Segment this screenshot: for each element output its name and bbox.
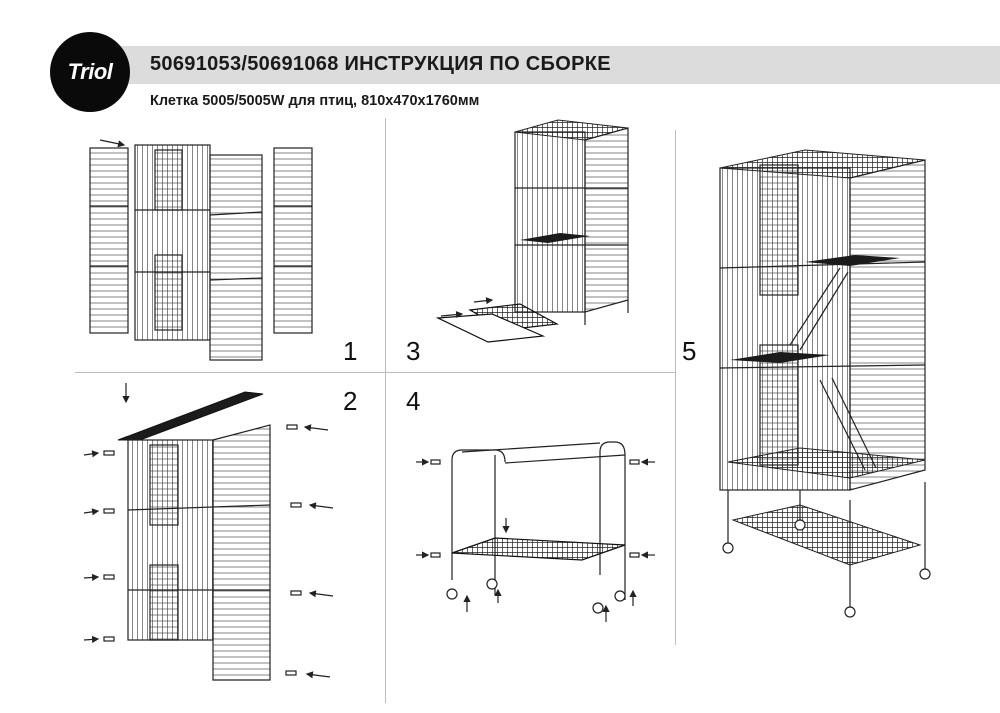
logo-text: Triol [67, 59, 113, 84]
step-number-1: 1 [343, 336, 358, 366]
step-2-cage-body [128, 425, 270, 680]
step-1-illustration [90, 140, 312, 360]
step-1-side-panel-left [90, 148, 128, 333]
step-number-2: 2 [343, 386, 358, 416]
step-number-4: 4 [406, 386, 421, 416]
step-number-5: 5 [682, 336, 697, 366]
step-5-illustration [720, 150, 930, 617]
step-2-illustration [84, 383, 333, 680]
document-subtitle: Клетка 5005/5005W для птиц, 810x470x1760мм [150, 93, 480, 109]
step-1-side-panel-right [274, 148, 312, 333]
step-4-wheels [447, 579, 633, 622]
step-1-front-panel [135, 145, 210, 340]
step-1-back-panel [210, 155, 262, 360]
document-title: 50691053/50691068 ИНСТРУКЦИЯ ПО СБОРКЕ [150, 53, 611, 75]
step-3-cage-body [515, 120, 628, 325]
step-number-3: 3 [406, 336, 421, 366]
step-4-stand-frame [452, 442, 625, 600]
step-4-illustration [416, 442, 655, 622]
step-1-arrow [100, 140, 124, 145]
step-4-bottom-shelf [452, 538, 625, 560]
step-3-illustration [438, 120, 628, 342]
